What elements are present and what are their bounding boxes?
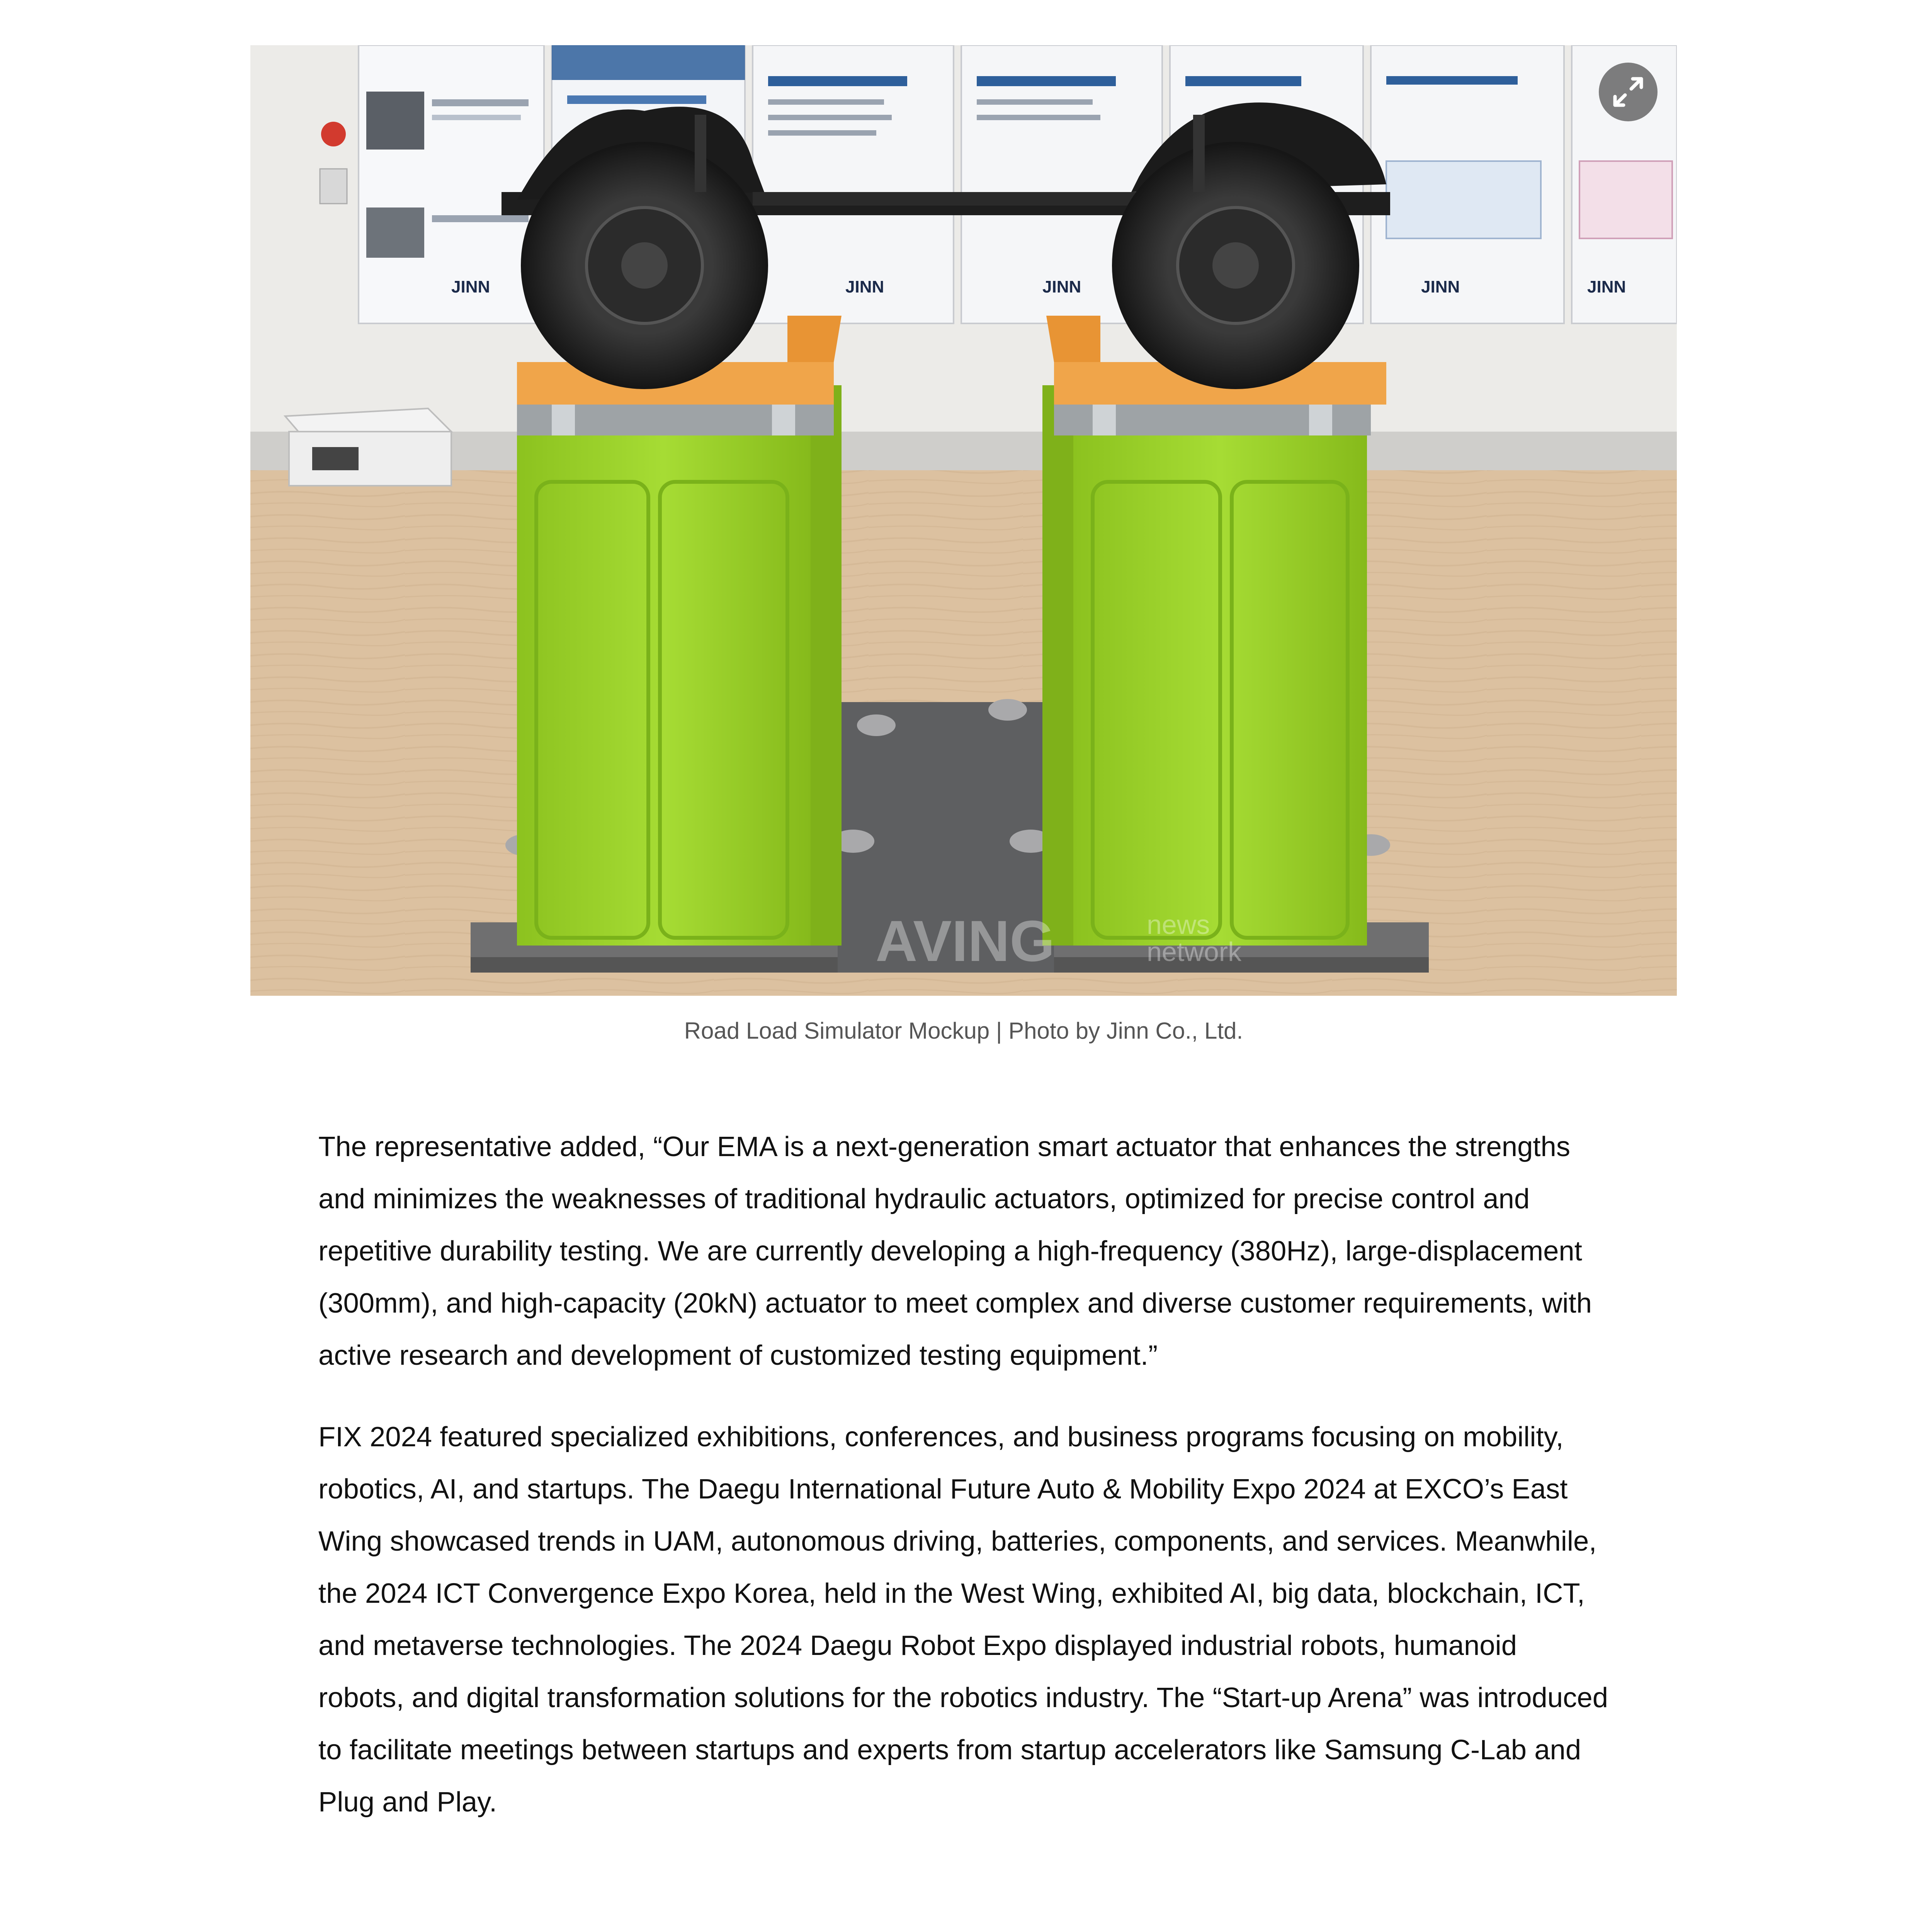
article-photo	[250, 45, 1677, 996]
watermark: AVING	[876, 908, 1055, 973]
photo-caption: Road Load Simulator Mockup | Photo by Jinn Co., Ltd.	[684, 1018, 1243, 1044]
expand-image-button[interactable]	[1599, 63, 1658, 121]
svg-text:news: news	[1147, 910, 1210, 940]
svg-text:JINN: JINN	[1042, 277, 1081, 296]
article-paragraph: FIX 2024 featured specialized exhibitions, conferences, and business programs focusing on mobility, robotics, AI, and startups. The Daegu International Future Auto & Mobility Expo 2024 at EXCO’s East Wing showcased trends in UAM, autonomous driving, batteries, components, and services. Meanwhile, the 2024 ICT Convergence Expo Korea, held in the West Wing, exhibited AI, big data, blockchain, ICT, and metaverse technologies. The 2024 Daegu Robot Expo displayed industrial robots, humanoid robots, and digital transformation solutions for the robotics industry. The “Start-up Arena” was introduced to facilitate meetings between startups and experts from startup accelerators like Samsung C-Lab and Plug and Play.	[318, 1421, 1608, 1818]
article-body	[318, 1121, 1609, 1857]
svg-text:JINN: JINN	[451, 277, 490, 296]
svg-text:JINN: JINN	[1587, 277, 1626, 296]
article-paragraph: The representative added, “Our EMA is a next-generation smart actuator that enhances the strengths and minimizes the weaknesses of traditional hydraulic actuators, optimized for precise control and repetitive durability testing. We are currently developing a high-frequency (380Hz), large-displacement (300mm), and high-capacity (20kN) actuator to meet complex and diverse customer requirements, with active research and development of customized testing equipment.”	[318, 1131, 1592, 1371]
svg-text:network: network	[1147, 937, 1242, 967]
road-load-simulator-photo	[250, 45, 1677, 996]
svg-text:JINN: JINN	[845, 277, 884, 296]
expand-arrows-icon	[1599, 63, 1658, 121]
svg-text:JINN: JINN	[1421, 277, 1460, 296]
